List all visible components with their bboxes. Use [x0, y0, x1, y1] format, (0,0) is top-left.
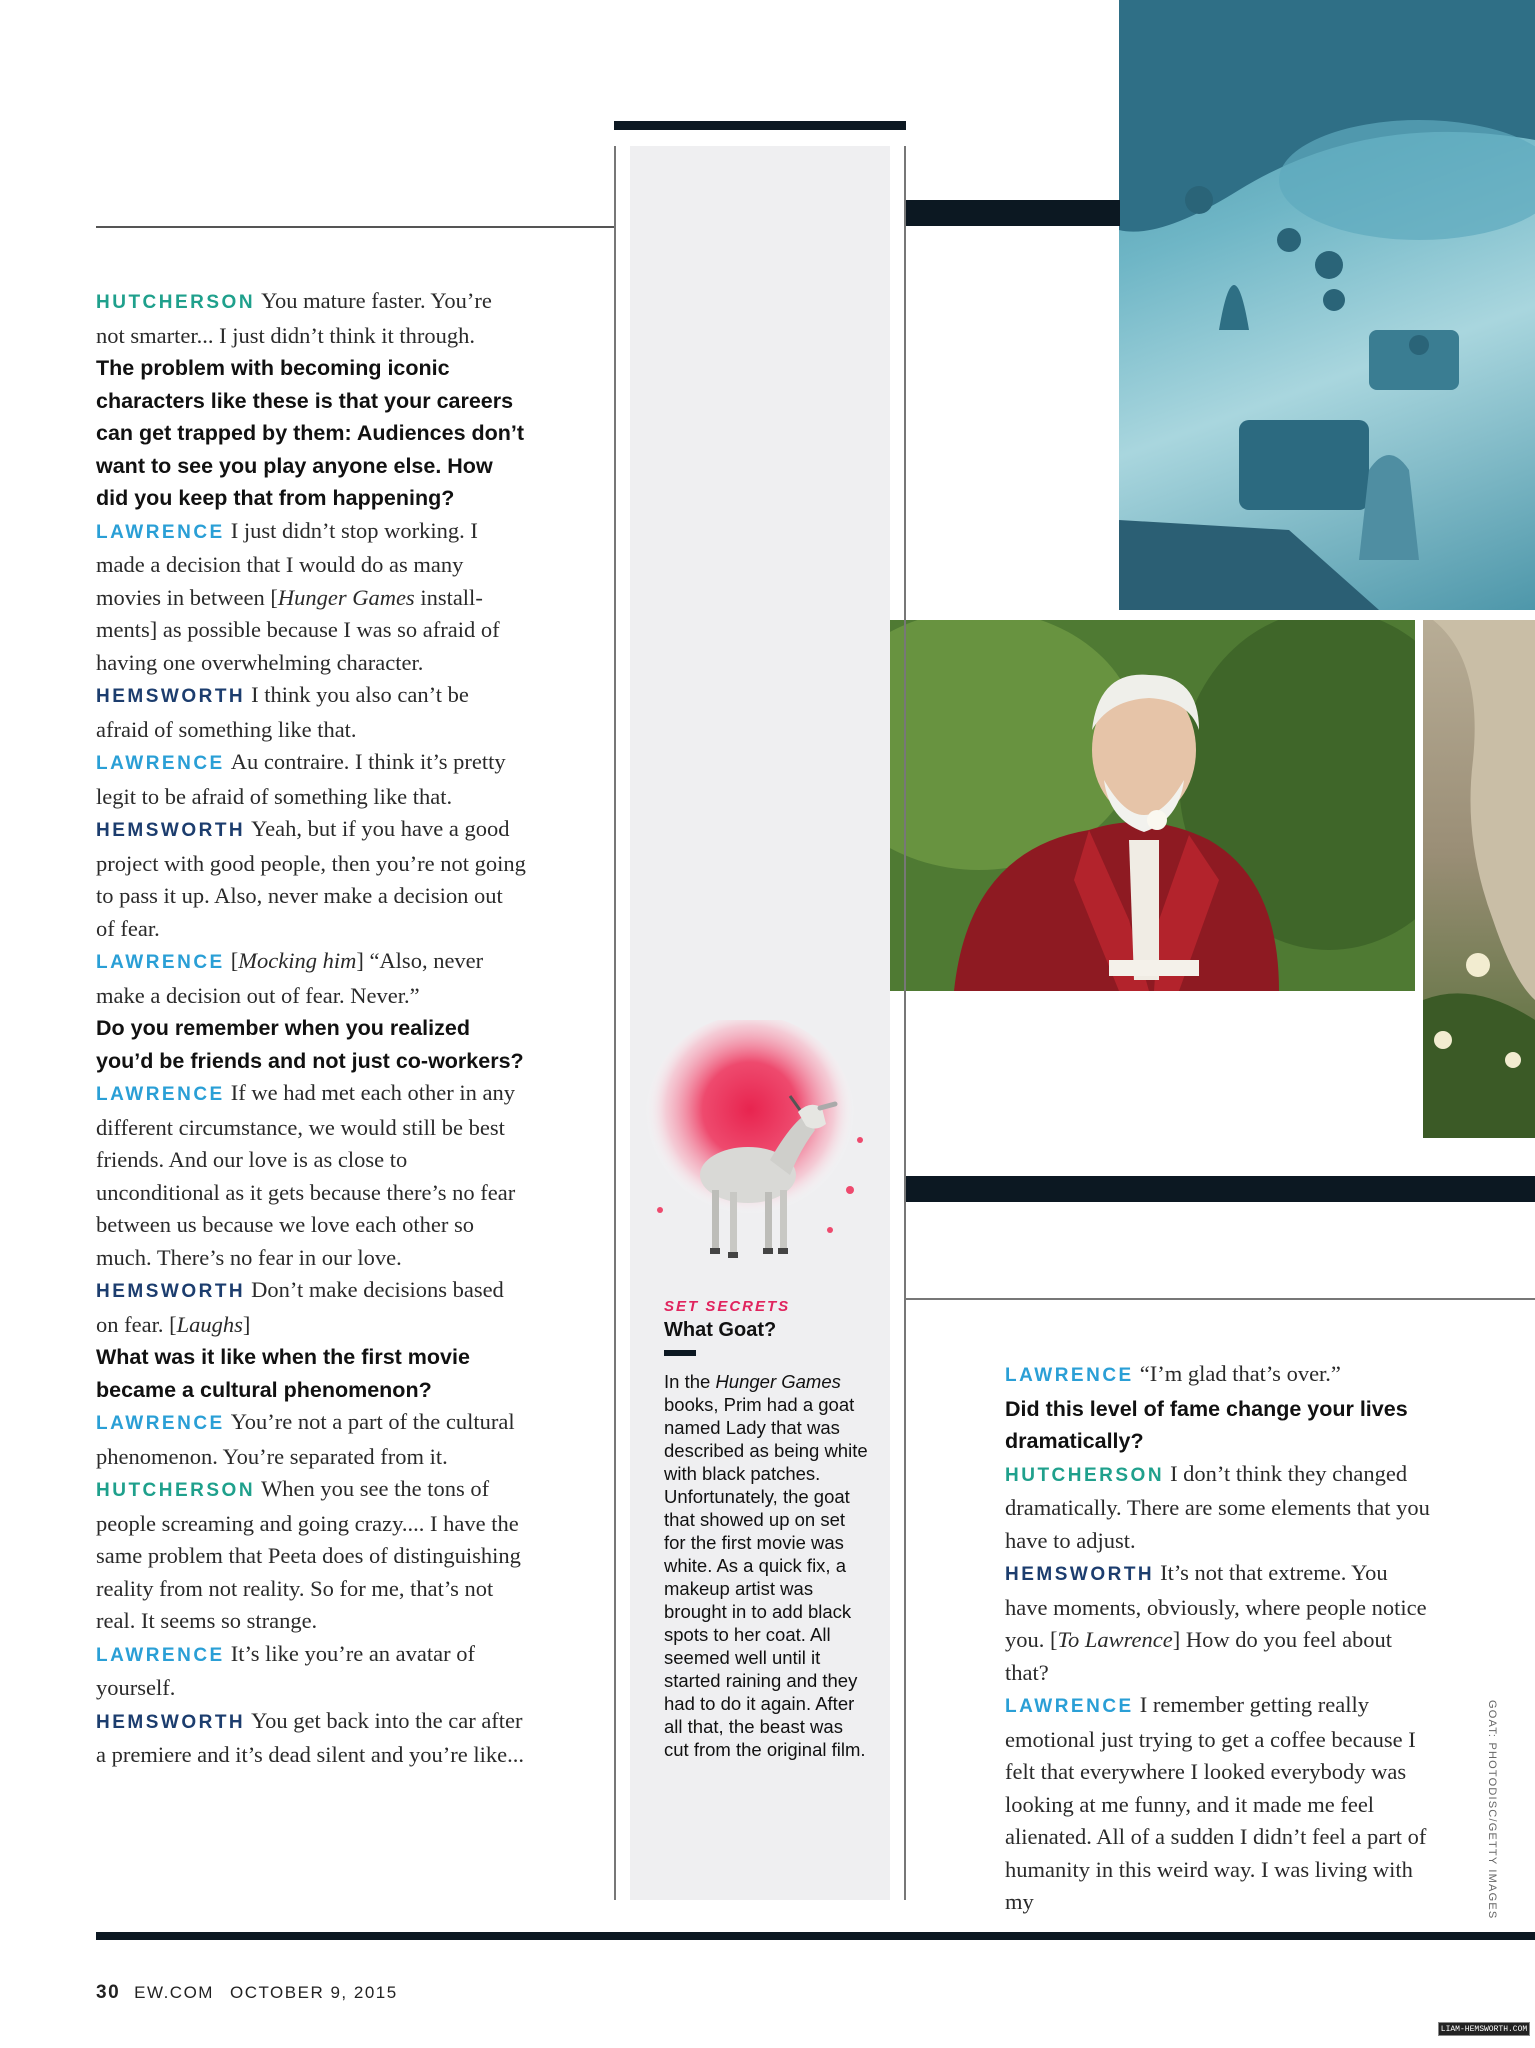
answer-text: ] [242, 1311, 251, 1337]
speaker-name: LAWRENCE [1005, 1365, 1134, 1386]
interview-question: Did this level of fame change your lives dramatically? [1005, 1396, 1408, 1453]
interview-answer [96, 1638, 526, 1705]
speaker-name: LAWRENCE [1005, 1696, 1134, 1717]
snowy-garden-photo [1119, 0, 1535, 610]
answer-italic: Hunger Games [277, 584, 415, 610]
answer-italic: To Lawrence [1057, 1627, 1173, 1652]
interview-question: What was it like when the first movie became a cultural phenomenon? [96, 1345, 470, 1402]
page-number: 30 [96, 1982, 121, 2003]
answer-text: I don’t think they changed dramatically. There are some elements that you have to adjust. [1005, 1460, 1430, 1553]
sidebar-dash [664, 1350, 696, 1356]
bottom-rule [96, 1932, 1535, 1940]
top-right-bar [905, 200, 1120, 226]
answer-text: When you see the tons of people screaming and going crazy.... I have the same problem that Peeta does of distinguishing reality from not reality. So for me, that’s not real. It seems so strange. [96, 1476, 521, 1633]
statue-photo [1423, 620, 1535, 1138]
answer-text: installments] as possible because I was so afraid of having one overwhelming character. [96, 584, 500, 675]
sidebar-title: What Goat? [664, 1319, 777, 1341]
answer-text: You get back into the car after a premiere and it’s dead silent and you’re like... [96, 1707, 524, 1767]
answer-italic: Laughs [176, 1311, 243, 1337]
right-text-column [1005, 1358, 1435, 1919]
photo-credit: GOAT: PHOTODISC/GETTY IMAGES [1486, 1700, 1498, 1920]
speaker-name: LAWRENCE [96, 521, 225, 543]
interview-answer [96, 1077, 526, 1274]
answer-text: I just didn’t stop working. I made a decision that I would do as many movies in between [ [96, 517, 478, 610]
interview-answer [96, 515, 526, 680]
interview-answer [1005, 1358, 1435, 1393]
interview-answer [96, 1274, 526, 1341]
footer-date: OCTOBER 9, 2015 [229, 1983, 398, 2002]
speaker-name: HEMSWORTH [96, 1711, 246, 1733]
sidebar-right-line [904, 146, 906, 1900]
interview-answer [96, 1705, 526, 1772]
footer-site: EW.COM [134, 1983, 214, 2002]
speaker-name: HEMSWORTH [96, 820, 246, 841]
watermark: LIAM-HEMSWORTH.COM [1438, 2022, 1530, 2036]
mid-right-bar [905, 1176, 1535, 1202]
speaker-name: HUTCHERSON [96, 1480, 256, 1501]
speaker-name: LAWRENCE [96, 1644, 225, 1666]
answer-text: I remember getting really emotional just trying to get a coffee because I felt that everywhere I looked everybody was looking at me funny, and it made me feel alienated. All of a sudden I didn’t feel a part of humanity in this weird way. I was living with my [1005, 1692, 1427, 1914]
speaker-name: HEMSWORTH [96, 686, 246, 707]
page-footer [96, 1982, 398, 2004]
interview-answer [96, 285, 526, 352]
answer-italic: Mocking him [238, 948, 357, 973]
left-column-rule [96, 226, 616, 228]
speaker-name: HUTCHERSON [96, 292, 256, 313]
sidebar-kicker: SET SECRETS [664, 1298, 791, 1315]
speaker-name: HUTCHERSON [1005, 1464, 1165, 1486]
answer-text: [ [230, 948, 239, 973]
interview-answer [1005, 1458, 1435, 1558]
interview-answer [96, 1406, 526, 1473]
speaker-name: LAWRENCE [96, 952, 225, 973]
interview-answer [1005, 1557, 1435, 1689]
answer-text: If we had met each other in any different circumstance, we would still be best friends. And our love is as close to unconditional as it gets because there’s no fear between us because we love each other so much. There’s no fear in our love. [96, 1080, 516, 1270]
goat-illustration [630, 1020, 890, 1280]
sidebar-top-bar [614, 121, 906, 130]
sidebar-body [664, 1370, 869, 1761]
answer-text: It’s like you’re an avatar of yourself. [96, 1640, 476, 1700]
sidebar-body-italic: Hunger Games [715, 1371, 841, 1392]
speaker-name: LAWRENCE [96, 753, 225, 774]
answer-text: ] How do you feel about that? [1005, 1627, 1393, 1685]
sidebar-left-line [614, 146, 616, 1900]
answer-text: Yeah, but if you have a good project with good people, then you’re not going to pass it up. Also, never make a decision out of fear. [96, 816, 526, 941]
interview-answer [96, 1473, 526, 1638]
answer-text: Don’t make decisions based on fear. [ [96, 1277, 504, 1337]
interview-answer [1005, 1689, 1435, 1919]
interview-answer [96, 746, 526, 813]
answer-text: You’re not a part of the cultural phenomenon. You’re separated from it. [96, 1409, 515, 1469]
left-text-column [96, 285, 526, 1772]
president-snow-photo [859, 620, 1415, 991]
answer-text: It’s not that extreme. You have moments, obviously, where people notice you. [ [1005, 1560, 1427, 1652]
right-column-rule [905, 1298, 1535, 1300]
answer-text: “I’m glad that’s over.” [1139, 1361, 1341, 1386]
interview-answer [96, 813, 526, 945]
speaker-name: HEMSWORTH [96, 1281, 246, 1302]
speaker-name: LAWRENCE [96, 1084, 225, 1105]
sidebar-body-before: In the [664, 1371, 716, 1392]
interview-answer [96, 945, 526, 1012]
interview-answer [96, 679, 526, 746]
interview-question: Do you remember when you realized you’d be friends and not just co-workers? [96, 1016, 524, 1073]
answer-text: ] “Also, never make a decision out of fear. Never.” [96, 948, 484, 1008]
answer-text: Au contraire. I think it’s pretty legit to be afraid of something like that. [96, 749, 506, 809]
answer-text: You mature faster. You’re not smarter... I just didn’t think it through. [96, 288, 492, 348]
speaker-name: HEMSWORTH [1005, 1564, 1155, 1585]
speaker-name: LAWRENCE [96, 1413, 225, 1434]
interview-question: The problem with becoming iconic characters like these is that your careers can get trapped by them: Audiences don’t want to see you play anyone else. How did you keep that from happening? [96, 356, 525, 510]
sidebar-body-after: books, Prim had a goat named Lady that was described as being white with black patches. Unfortunately, the goat that showed up on set for the first movie was white. As a quick fix, a makeup artist was brought in to add black spots to her coat. All seemed well until it started raining and they had to do it again. After all that, the beast was cut from the original film. [664, 1394, 868, 1760]
set-secrets-box [664, 1298, 869, 1761]
answer-text: I think you also can’t be afraid of something like that. [96, 682, 469, 742]
